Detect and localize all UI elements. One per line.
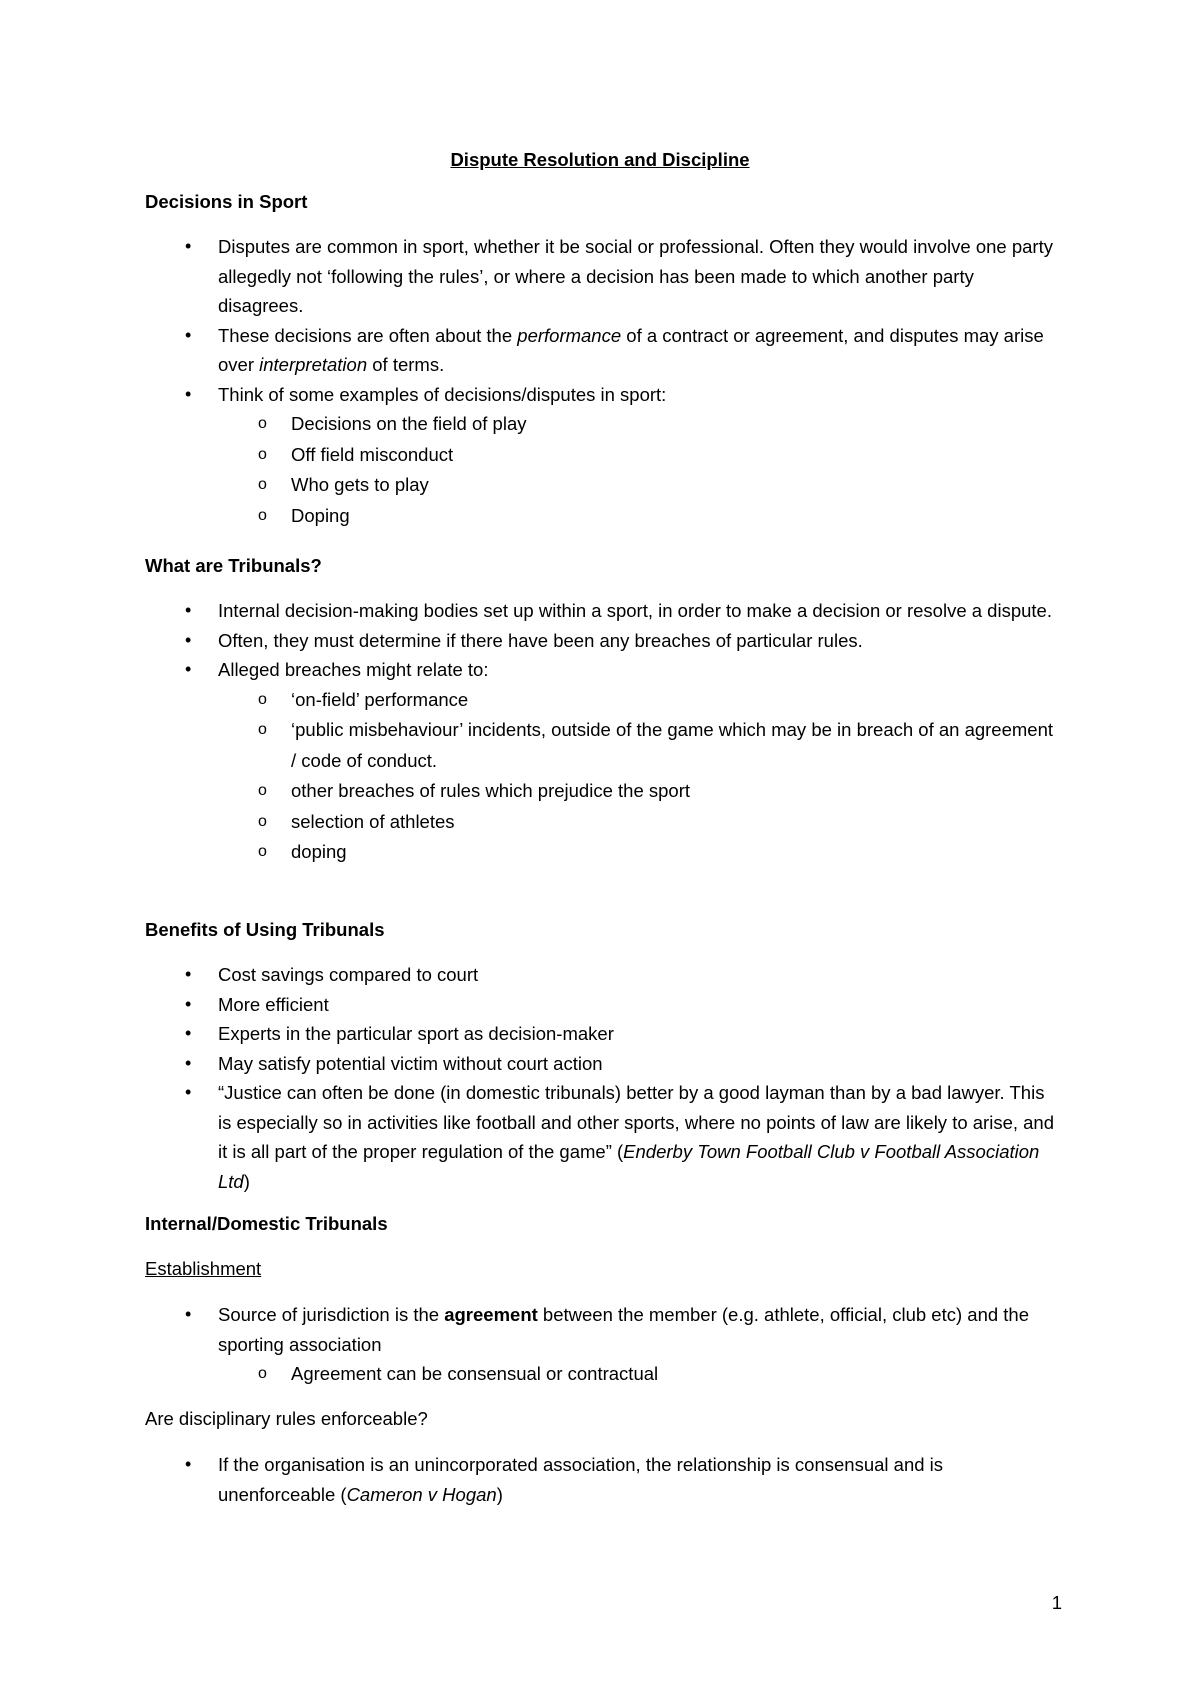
case-citation: Cameron v Hogan bbox=[346, 1483, 497, 1505]
sub-list-item: o Agreement can be consensual or contractual bbox=[218, 1359, 1060, 1390]
case-citation: Enderby Town Football Club v Football Association Ltd bbox=[218, 1141, 1040, 1192]
heading-what-are-tribunals: What are Tribunals? bbox=[145, 555, 322, 576]
bullet-icon: • bbox=[185, 600, 192, 620]
list-item bbox=[0, 1019, 1200, 1049]
list-item bbox=[0, 596, 1200, 626]
heading-are-disciplinary-rules-enforceable: Are disciplinary rules enforceable? bbox=[145, 1408, 428, 1429]
list-item bbox=[0, 232, 1200, 321]
list-item-text: Source of jurisdiction is the agreement between the member (e.g. athlete, official, club etc) and the sporting association bbox=[218, 1304, 1030, 1355]
sub-list-item: o Who gets to play bbox=[218, 470, 1060, 501]
list-item-text: Experts in the particular sport as decision-maker bbox=[218, 1023, 614, 1044]
bullet-icon: • bbox=[185, 659, 192, 679]
sub-bullet-icon: o bbox=[258, 690, 267, 708]
list-item bbox=[0, 655, 1200, 868]
benefits-bullet-list bbox=[0, 960, 1200, 1196]
sub-list-item: o ‘public misbehaviour’ incidents, outside of the game which may be in breach of an agreement / code of conduct. bbox=[218, 715, 1060, 776]
list-item-text: May satisfy potential victim without court action bbox=[218, 1052, 603, 1074]
list-item bbox=[0, 1049, 1200, 1079]
sub-bullet-icon: o bbox=[258, 506, 267, 524]
list-item-text: More efficient bbox=[218, 993, 329, 1015]
list-item-text: Often, they must determine if there have been any breaches of particular rules. bbox=[218, 629, 863, 651]
list-item bbox=[0, 1300, 1200, 1390]
sub-list bbox=[218, 1359, 1060, 1390]
sub-bullet-icon: o bbox=[258, 1365, 267, 1382]
sub-list-item: o ‘on-field’ performance bbox=[218, 685, 1060, 716]
sub-bullet-icon: o bbox=[258, 445, 267, 463]
sub-bullet-icon: o bbox=[258, 415, 267, 432]
sub-bullet-icon: o bbox=[258, 812, 267, 830]
list-item bbox=[0, 990, 1200, 1020]
subheading-establishment: Establishment bbox=[145, 1258, 262, 1279]
sub-bullet-icon: o bbox=[258, 721, 267, 738]
list-item-text: Cost savings compared to court bbox=[218, 964, 479, 985]
bullet-icon: • bbox=[185, 1304, 192, 1324]
emphasis-text: performance bbox=[517, 324, 622, 346]
list-item-text: Internal decision-making bodies set up within a sport, in order to make a decision or resolve a dispute. bbox=[218, 600, 1052, 621]
sub-list bbox=[218, 685, 1060, 868]
sub-bullet-icon: o bbox=[258, 782, 267, 799]
heading-benefits-of-using-tribunals: Benefits of Using Tribunals bbox=[145, 919, 385, 940]
enforceable-bullet-list bbox=[0, 1450, 1200, 1509]
list-item bbox=[0, 626, 1200, 656]
sub-bullet-icon: o bbox=[258, 476, 267, 493]
strong-text: agreement bbox=[444, 1304, 538, 1325]
page-title: Dispute Resolution and Discipline bbox=[450, 149, 750, 170]
bullet-icon: • bbox=[185, 993, 192, 1014]
list-item-text: Alleged breaches might relate to: bbox=[218, 659, 489, 680]
bullet-icon: • bbox=[185, 1023, 192, 1043]
page-number: 1 bbox=[1051, 1592, 1062, 1613]
list-item bbox=[0, 380, 1200, 532]
list-item bbox=[0, 1450, 1200, 1509]
bullet-icon: • bbox=[185, 1052, 192, 1073]
heading-decisions-in-sport: Decisions in Sport bbox=[145, 191, 308, 212]
bullet-icon: • bbox=[185, 1454, 192, 1474]
bullet-icon: • bbox=[185, 324, 192, 345]
sub-list-item: o doping bbox=[218, 837, 1060, 868]
sub-list-item: o Doping bbox=[218, 501, 1060, 532]
bullet-icon: • bbox=[185, 1082, 192, 1102]
list-item-text: These decisions are often about the performance of a contract or agreement, and disputes may arise over interpretation of terms. bbox=[218, 324, 1044, 375]
list-item bbox=[0, 960, 1200, 990]
list-item-text: Disputes are common in sport, whether it be social or professional. Often they would involve one party allegedly not ‘following the rules’, or where a decision has been made to which another party disagrees. bbox=[218, 236, 1053, 316]
list-item-text: Think of some examples of decisions/disputes in sport: bbox=[218, 383, 667, 405]
heading-internal-domestic-tribunals: Internal/Domestic Tribunals bbox=[145, 1213, 388, 1234]
list-item-text: If the organisation is an unincorporated association, the relationship is consensual and is unenforceable (Cameron v Hogan) bbox=[218, 1454, 944, 1505]
sub-list bbox=[218, 409, 1060, 531]
sub-list-item: o selection of athletes bbox=[218, 807, 1060, 838]
bullet-icon: • bbox=[185, 964, 192, 984]
emphasis-text: interpretation bbox=[259, 354, 368, 375]
list-item bbox=[0, 1078, 1200, 1196]
decisions-bullet-list bbox=[0, 232, 1200, 531]
domestic-bullet-list bbox=[0, 1300, 1200, 1390]
tribunals-bullet-list bbox=[0, 596, 1200, 868]
sub-list-item: o Off field misconduct bbox=[218, 440, 1060, 471]
sub-list-item: o Decisions on the field of play bbox=[218, 409, 1060, 440]
bullet-icon: • bbox=[185, 383, 192, 404]
bullet-icon: • bbox=[185, 629, 192, 650]
list-item-text: “Justice can often be done (in domestic tribunals) better by a good layman than by a bad lawyer. This is especially so in activities like football and other sports, where no points of law are likely to arise, and it is all part of the proper regulation of the game” (Enderby Town Football Club v Football Association Ltd) bbox=[218, 1082, 1055, 1192]
list-item bbox=[0, 321, 1200, 380]
sub-list-item: o other breaches of rules which prejudice the sport bbox=[218, 776, 1060, 807]
sub-bullet-icon: o bbox=[258, 843, 267, 860]
bullet-icon: • bbox=[185, 236, 192, 256]
